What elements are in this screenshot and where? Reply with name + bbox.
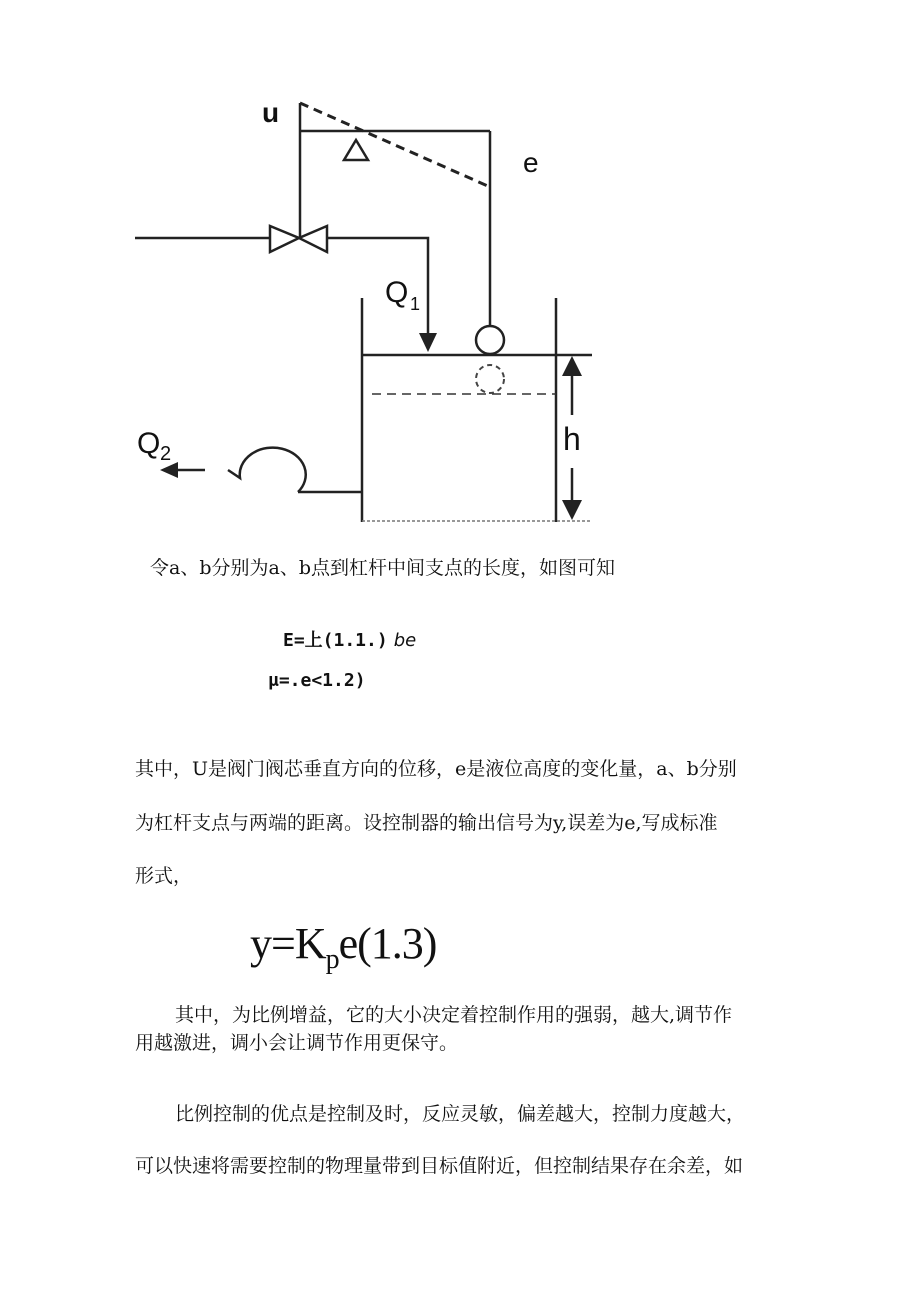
paragraph-1-line-1: 其中，U是阀门阀芯垂直方向的位移，e是液位高度的变化量，a、b分别 <box>135 758 737 780</box>
label-q2-sub: 2 <box>160 443 172 465</box>
paragraph-1-line-3: 形式， <box>135 865 193 887</box>
h-arrow-up <box>562 356 582 376</box>
h-arrow-down <box>562 500 582 520</box>
inlet-pipe-down <box>327 238 428 335</box>
label-q1-sub: 1 <box>410 294 421 314</box>
liquid-level-control-diagram <box>0 0 920 540</box>
figure-caption: 令a、b分别为a、b点到杠杆中间支点的长度，如图可知 <box>150 557 615 579</box>
label-u: u <box>262 97 280 128</box>
q1-arrow <box>419 333 437 352</box>
paragraph-3-line-1: 比例控制的优点是控制及时，反应灵敏，偏差越大，控制力度越大， <box>175 1103 746 1125</box>
formula-right: e(1.3) <box>338 919 437 968</box>
lever-dashed <box>300 103 490 187</box>
equation-1-1-main: E=上(1.1.) <box>283 630 388 651</box>
paragraph-2-line-1: 其中，为比例增益，它的大小决定着控制作用的强弱，越大,调节作 <box>175 1004 733 1026</box>
label-e: e <box>523 147 539 178</box>
equation-1-1-tail: be <box>393 630 417 651</box>
pump <box>228 448 306 492</box>
equation-1-2: μ=.e<1.2) <box>268 670 366 691</box>
paragraph-2-line-2: 用越激进，调小会让调节作用更保守。 <box>135 1032 459 1054</box>
equation-1-1 <box>283 626 416 652</box>
fulcrum-triangle <box>344 140 368 160</box>
valve-right <box>299 226 327 252</box>
paragraph-3-line-2: 可以快速将需要控制的物理量带到目标值附近，但控制结果存在余差，如 <box>135 1155 744 1177</box>
valve-left <box>270 226 299 252</box>
paragraph-1-line-2: 为杠杆支点与两端的距离。设控制器的输出信号为y,误差为e,写成标准 <box>135 812 718 834</box>
formula-left: y=K <box>250 919 326 968</box>
formula-1-3 <box>250 918 437 975</box>
formula-subscript: p <box>325 944 339 975</box>
label-q2: Q <box>137 427 161 460</box>
float-ball-dashed <box>476 365 504 393</box>
float-ball <box>476 326 504 354</box>
label-h: h <box>563 421 581 457</box>
label-q1: Q <box>385 276 409 309</box>
